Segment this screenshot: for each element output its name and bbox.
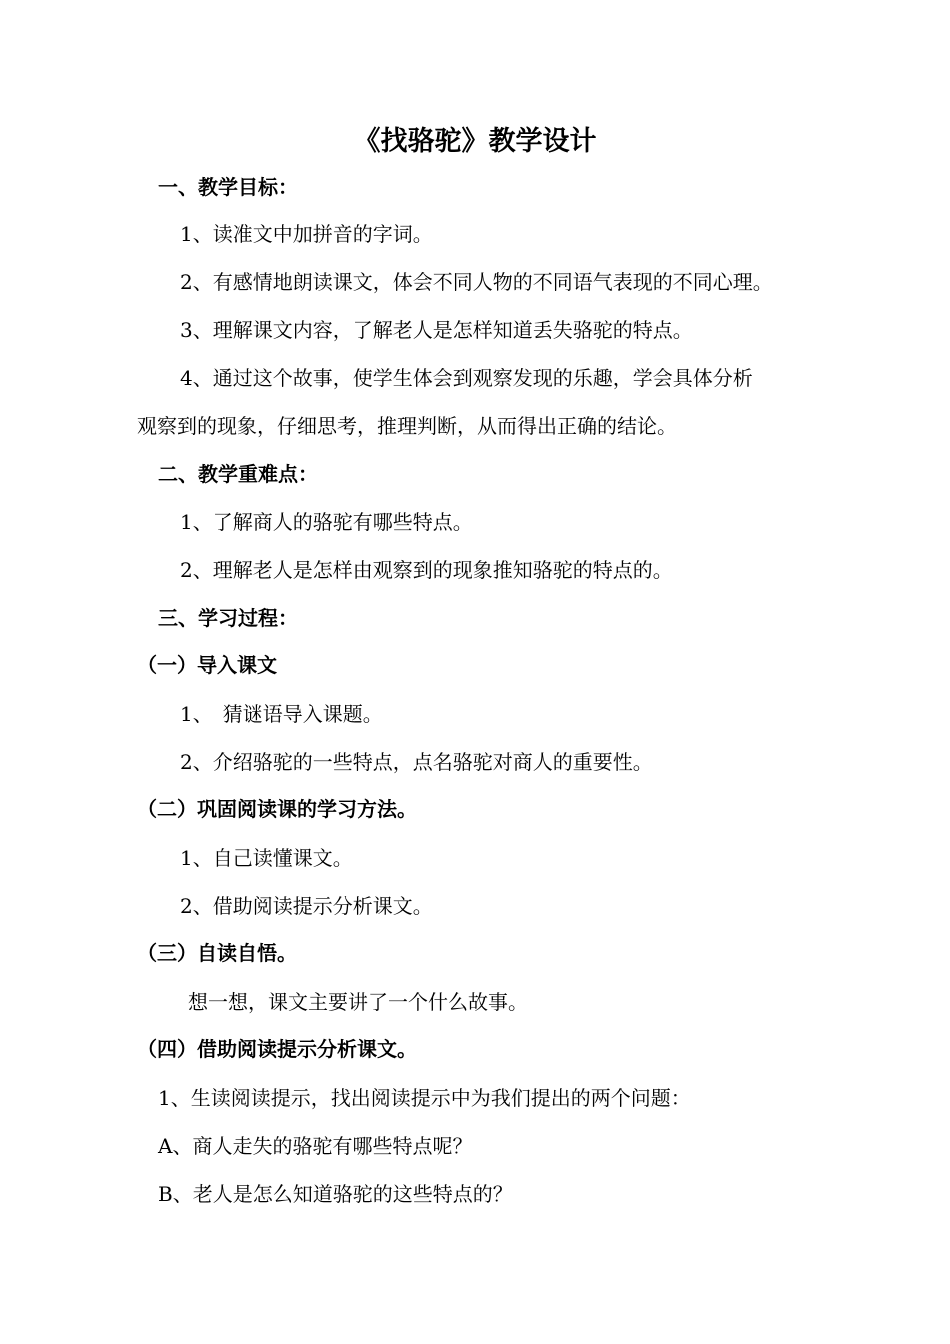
objective-item-3: 3、理解课文内容，了解老人是怎样知道丢失骆驼的特点。 [180, 318, 693, 342]
analysis-question-b: B、老人是怎么知道骆驼的这些特点的？ [158, 1182, 513, 1206]
part-heading-consolidate: （二）巩固阅读课的学习方法。 [137, 797, 417, 821]
analysis-item-1: 1、生读阅读提示，找出阅读提示中为我们提出的两个问题： [158, 1086, 691, 1110]
objective-item-4-continued: 观察到的现象，仔细思考，推理判断，从而得出正确的结论。 [137, 414, 677, 438]
consolidate-item-1: 1、自己读懂课文。 [180, 846, 353, 870]
part-heading-self-reading: （三）自读自悟。 [137, 941, 297, 965]
introduction-item-2: 2、介绍骆驼的一些特点，点名骆驼对商人的重要性。 [180, 750, 653, 774]
part-heading-analysis: （四）借助阅读提示分析课文。 [137, 1037, 417, 1061]
document-title: 《找骆驼》教学设计 [353, 126, 597, 157]
analysis-question-a: A、商人走失的骆驼有哪些特点呢？ [158, 1134, 473, 1158]
part-heading-introduction: （一）导入课文 [137, 653, 277, 677]
self-reading-item-1: 想一想，课文主要讲了一个什么故事。 [188, 990, 528, 1014]
introduction-item-1: 1、 猜谜语导入课题。 [180, 702, 383, 726]
consolidate-item-2: 2、借助阅读提示分析课文。 [180, 894, 433, 918]
objective-item-4: 4、通过这个故事，使学生体会到观察发现的乐趣，学会具体分析 [180, 366, 753, 390]
key-point-item-2: 2、理解老人是怎样由观察到的现象推知骆驼的特点的。 [180, 558, 673, 582]
objective-item-1: 1、读准文中加拼音的字词。 [180, 222, 433, 246]
section-heading-key-points: 二、教学重难点： [158, 462, 318, 486]
objective-item-2: 2、有感情地朗读课文，体会不同人物的不同语气表现的不同心理。 [180, 270, 773, 294]
key-point-item-1: 1、了解商人的骆驼有哪些特点。 [180, 510, 473, 534]
section-heading-process: 三、学习过程： [158, 606, 298, 630]
section-heading-objectives: 一、教学目标： [158, 175, 298, 199]
